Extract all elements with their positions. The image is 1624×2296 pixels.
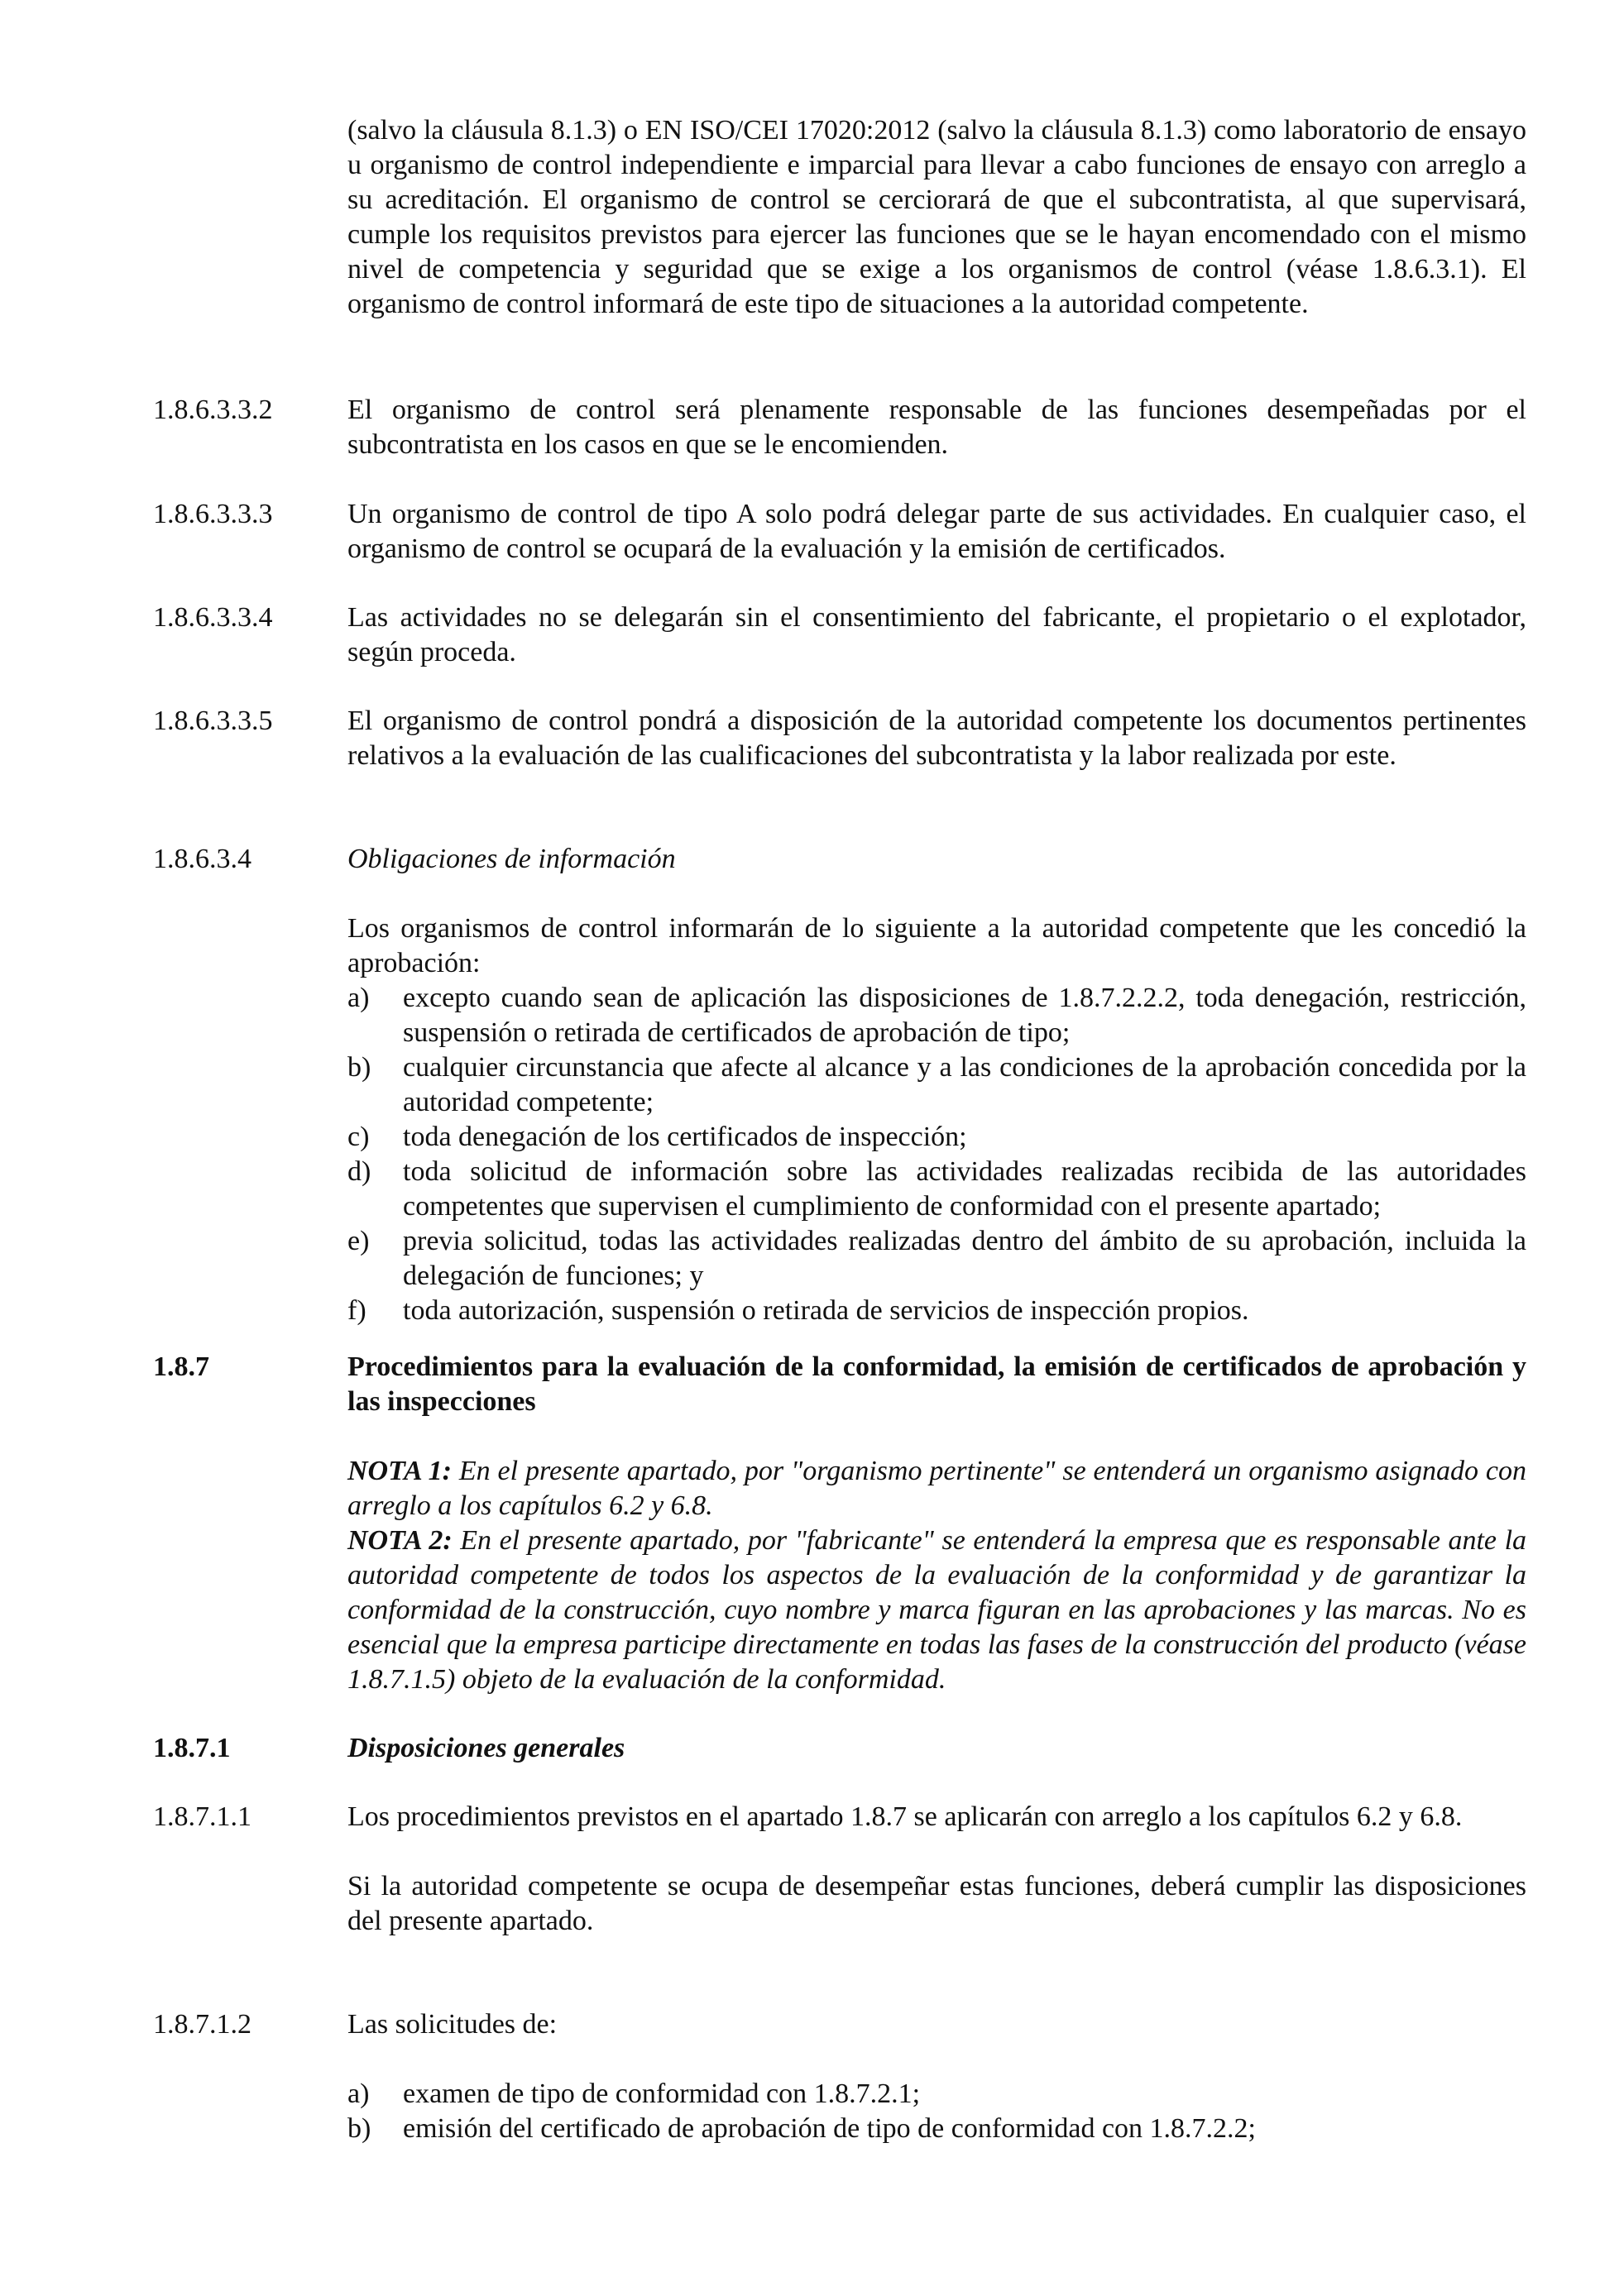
list-marker: e) xyxy=(347,1226,370,1256)
section-number: 1.8.6.3.4 xyxy=(153,844,252,874)
section-title: Obligaciones de información xyxy=(347,844,676,874)
section-heading: Procedimientos para la evaluación de la conformidad, la emisión de certificados de aprobación y las inspecciones xyxy=(347,1351,1526,1417)
section-number: 1.8.6.3.3.4 xyxy=(153,602,273,633)
section-body xyxy=(347,393,1526,462)
section-text: Las actividades no se delegarán sin el consentimiento del fabricante, el propietario o el explotador, según proceda. xyxy=(347,602,1526,667)
section-intro: Los organismos de control informarán de lo siguiente a la autoridad competente que les concedió la aprobación: xyxy=(347,913,1526,978)
list-item xyxy=(347,1155,1526,1224)
section-text: Los procedimientos previstos en el apartado 1.8.7 se aplicarán con arreglo a los capítulos 6.2 y 6.8. xyxy=(347,1801,1463,1832)
note-2-text: En el presente apartado, por "fabricante" se entenderá la empresa que es responsable ante la autoridad competente de todos los aspectos de la evaluación de la conformidad y de garantizar la conformidad de la construcción, cuyo nombre y marca figuran en las aprobaciones y las marcas. No es esencial que la empresa participe directamente en todas las fases de la construcción del producto (véase 1.8.7.1.5) objeto de la evaluación de la conformidad. xyxy=(347,1525,1527,1695)
list-marker: b) xyxy=(347,1052,371,1083)
section-number: 1.8.6.3.3.2 xyxy=(153,395,273,425)
list-text: cualquier circunstancia que afecte al alcance y a las condiciones de la aprobación concedida por la autoridad competente; xyxy=(403,1052,1526,1117)
section-body xyxy=(347,842,1526,1328)
section-number: 1.8.7.1.1 xyxy=(153,1801,252,1832)
section-body xyxy=(347,1350,1526,1697)
list-marker: a) xyxy=(347,2078,370,2109)
information-list xyxy=(347,981,1526,1328)
list-marker: a) xyxy=(347,983,370,1013)
list-text: examen de tipo de conformidad con 1.8.7.2.1; xyxy=(403,2078,921,2109)
list-item xyxy=(347,1050,1526,1120)
list-text: toda solicitud de información sobre las actividades realizadas recibida de las autoridades competentes que supervisen el cumplimiento de conformidad con el presente apartado; xyxy=(403,1156,1526,1222)
list-marker: f) xyxy=(347,1295,366,1326)
note-1-label: NOTA 1: xyxy=(347,1456,453,1486)
continuation-paragraph xyxy=(347,113,1526,322)
list-text: toda denegación de los certificados de inspección; xyxy=(403,1122,967,1152)
section-body xyxy=(347,704,1526,773)
list-text: emisión del certificado de aprobación de tipo de conformidad con 1.8.7.2.2; xyxy=(403,2113,1257,2144)
list-marker: d) xyxy=(347,1156,371,1187)
section-number: 1.8.6.3.3.5 xyxy=(153,706,273,736)
section-text: Las solicitudes de: xyxy=(347,2009,558,2040)
applications-list xyxy=(347,2077,1526,2146)
section-text-2: Si la autoridad competente se ocupa de desempeñar estas funciones, deberá cumplir las disposiciones del presente apartado. xyxy=(347,1871,1526,1936)
section-body xyxy=(347,2007,1526,2146)
section-number: 1.8.7.1.2 xyxy=(153,2009,252,2040)
note-1-text: En el presente apartado, por "organismo pertinente" se entenderá un organismo asignado con arreglo a los capítulos 6.2 y 6.8. xyxy=(347,1456,1527,1521)
section-text: El organismo de control será plenamente responsable de las funciones desempeñadas por el subcontratista en los casos en que se le encomienden. xyxy=(347,395,1526,460)
section-body xyxy=(347,600,1526,670)
list-text: toda autorización, suspensión o retirada de servicios de inspección propios. xyxy=(403,1295,1249,1326)
section-text: Un organismo de control de tipo A solo podrá delegar parte de sus actividades. En cualquier caso, el organismo de control se ocupará de la evaluación y la emisión de certificados. xyxy=(347,499,1526,564)
note-2 xyxy=(347,1523,1526,1697)
section-body xyxy=(347,497,1526,567)
list-text: previa solicitud, todas las actividades realizadas dentro del ámbito de su aprobación, incluida la delegación de funciones; y xyxy=(403,1226,1526,1291)
list-marker: c) xyxy=(347,1122,370,1152)
list-item xyxy=(347,2112,1526,2146)
list-item xyxy=(347,2077,1526,2112)
list-item xyxy=(347,1294,1526,1328)
continuation-text: (salvo la cláusula 8.1.3) o EN ISO/CEI 17020:2012 (salvo la cláusula 8.1.3) como laboratorio de ensayo u organismo de control independiente e imparcial para llevar a cabo funciones de ensayo con arreglo a su acreditación. El organismo de control se cerciorará de que el subcontratista, al que supervisará, cumple los requisitos previstos para ejercer las funciones que se le hayan encomendado con el mismo nivel de competencia y seguridad que se exige a los organismos de control (véase 1.8.6.3.1). El organismo de control informará de este tipo de situaciones a la autoridad competente. xyxy=(347,115,1526,319)
section-number: 1.8.7.1 xyxy=(153,1733,231,1763)
section-number: 1.8.7 xyxy=(153,1351,209,1382)
note-1 xyxy=(347,1454,1526,1523)
section-heading: Disposiciones generales xyxy=(347,1733,625,1763)
section-body xyxy=(347,1731,1526,1766)
list-marker: b) xyxy=(347,2113,371,2144)
section-number: 1.8.6.3.3.3 xyxy=(153,499,273,529)
list-text: excepto cuando sean de aplicación las disposiciones de 1.8.7.2.2.2, toda denegación, restricción, suspensión o retirada de certificados de aprobación de tipo; xyxy=(403,983,1526,1048)
list-item xyxy=(347,981,1526,1050)
section-text: El organismo de control pondrá a disposición de la autoridad competente los documentos pertinentes relativos a la evaluación de las cualificaciones del subcontratista y la labor realizada por este. xyxy=(347,706,1526,771)
note-2-label: NOTA 2: xyxy=(347,1525,453,1556)
list-item xyxy=(347,1120,1526,1155)
section-body xyxy=(347,1800,1526,1939)
list-item xyxy=(347,1224,1526,1294)
